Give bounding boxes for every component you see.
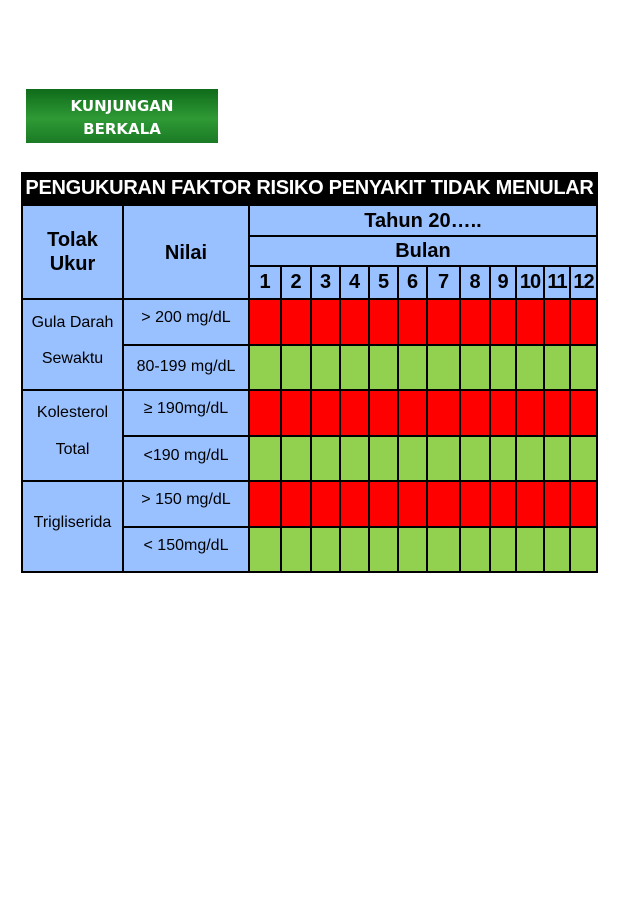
status-cell-r6-m1 — [250, 528, 280, 571]
status-cell-r6-m5 — [370, 528, 397, 571]
status-cell-r1-m8 — [461, 300, 489, 344]
group-gula-darah-line1: Gula Darah — [31, 314, 114, 331]
status-cell-r6-m4 — [341, 528, 368, 571]
status-cell-r5-m4 — [341, 482, 368, 526]
header-nilai — [124, 206, 248, 298]
status-cell-r2-m11 — [545, 346, 569, 389]
status-cell-r2-m8 — [461, 346, 489, 389]
nilai-cell-1 — [124, 300, 248, 344]
status-cell-r2-m10 — [517, 346, 543, 389]
status-cell-r2-m5 — [370, 346, 397, 389]
status-cell-r5-m6 — [399, 482, 426, 526]
nilai-cell-2 — [124, 346, 248, 389]
status-cell-r6-m10 — [517, 528, 543, 571]
status-cell-r5-m2 — [282, 482, 310, 526]
status-cell-r5-m5 — [370, 482, 397, 526]
header-bulan — [250, 237, 596, 265]
badge-line-2: BERKALA — [83, 120, 161, 138]
status-cell-r3-m10 — [517, 391, 543, 435]
status-cell-r6-m2 — [282, 528, 310, 571]
month-header-1: 1 — [250, 267, 280, 298]
status-cell-r4-m7 — [428, 437, 459, 480]
status-cell-r4-m9 — [491, 437, 515, 480]
group-kolesterol-line1: Kolesterol — [36, 404, 109, 421]
status-cell-r3-m12 — [571, 391, 596, 435]
header-tahun-label: Tahun 20….. — [364, 210, 482, 232]
status-cell-r3-m3 — [312, 391, 339, 435]
nilai-text-3: ≥ 190mg/dL — [143, 400, 229, 417]
status-cell-r4-m10 — [517, 437, 543, 480]
nilai-cell-4 — [124, 437, 248, 480]
status-cell-r3-m11 — [545, 391, 569, 435]
month-header-10: 10 — [517, 267, 543, 298]
nilai-text-2: 80-199 mg/dL — [136, 358, 236, 375]
status-cell-r5-m3 — [312, 482, 339, 526]
status-cell-r5-m11 — [545, 482, 569, 526]
status-cell-r2-m3 — [312, 346, 339, 389]
group-gula-darah — [23, 300, 122, 389]
status-cell-r4-m6 — [399, 437, 426, 480]
nilai-text-1: > 200 mg/dL — [141, 309, 231, 326]
group-gula-darah-line2: Sewaktu — [41, 350, 104, 367]
status-cell-r3-m5 — [370, 391, 397, 435]
month-header-2: 2 — [282, 267, 310, 298]
nilai-text-5: > 150 mg/dL — [141, 491, 231, 508]
status-cell-r2-m1 — [250, 346, 280, 389]
status-cell-r6-m6 — [399, 528, 426, 571]
status-cell-r3-m6 — [399, 391, 426, 435]
status-cell-r2-m9 — [491, 346, 515, 389]
month-header-9: 9 — [491, 267, 515, 298]
header-tolak-ukur — [23, 206, 122, 298]
badge-line-1: KUNJUNGAN — [70, 97, 174, 115]
kunjungan-berkala-badge — [26, 89, 218, 143]
status-cell-r3-m8 — [461, 391, 489, 435]
status-cell-r1-m7 — [428, 300, 459, 344]
risk-factor-table — [21, 172, 598, 573]
header-tolak-ukur-line2: Ukur — [49, 253, 96, 275]
status-cell-r5-m8 — [461, 482, 489, 526]
status-cell-r4-m12 — [571, 437, 596, 480]
month-header-3: 3 — [312, 267, 339, 298]
group-kolesterol — [23, 391, 122, 480]
status-cell-r3-m2 — [282, 391, 310, 435]
status-cell-r5-m10 — [517, 482, 543, 526]
status-cell-r1-m3 — [312, 300, 339, 344]
status-cell-r3-m4 — [341, 391, 368, 435]
status-cell-r4-m1 — [250, 437, 280, 480]
status-cell-r2-m7 — [428, 346, 459, 389]
status-cell-r5-m7 — [428, 482, 459, 526]
month-header-12: 12 — [571, 267, 596, 298]
status-cell-r2-m4 — [341, 346, 368, 389]
status-cell-r6-m8 — [461, 528, 489, 571]
month-header-4: 4 — [341, 267, 368, 298]
status-cell-r6-m11 — [545, 528, 569, 571]
header-nilai-label: Nilai — [164, 242, 208, 264]
month-header-5: 5 — [370, 267, 397, 298]
nilai-cell-5 — [124, 482, 248, 526]
status-cell-r2-m6 — [399, 346, 426, 389]
status-cell-r6-m7 — [428, 528, 459, 571]
month-header-6: 6 — [399, 267, 426, 298]
status-cell-r5-m9 — [491, 482, 515, 526]
status-cell-r5-m12 — [571, 482, 596, 526]
status-cell-r1-m6 — [399, 300, 426, 344]
nilai-text-6: < 150mg/dL — [143, 537, 229, 554]
status-cell-r4-m11 — [545, 437, 569, 480]
status-cell-r3-m9 — [491, 391, 515, 435]
nilai-cell-3 — [124, 391, 248, 435]
status-cell-r4-m4 — [341, 437, 368, 480]
status-cell-r1-m10 — [517, 300, 543, 344]
group-trigliserida-line1: Trigliserida — [33, 514, 112, 531]
status-cell-r4-m5 — [370, 437, 397, 480]
status-cell-r6-m12 — [571, 528, 596, 571]
status-cell-r1-m5 — [370, 300, 397, 344]
header-tolak-ukur-line1: Tolak — [47, 229, 98, 251]
status-cell-r2-m2 — [282, 346, 310, 389]
nilai-cell-6 — [124, 528, 248, 571]
status-cell-r1-m1 — [250, 300, 280, 344]
status-cell-r1-m4 — [341, 300, 368, 344]
status-cell-r1-m11 — [545, 300, 569, 344]
header-tahun — [250, 206, 596, 235]
status-cell-r5-m1 — [250, 482, 280, 526]
group-kolesterol-line2: Total — [55, 441, 90, 458]
nilai-text-4: <190 mg/dL — [143, 447, 229, 464]
status-cell-r1-m12 — [571, 300, 596, 344]
month-header-7: 7 — [428, 267, 459, 298]
status-cell-r4-m2 — [282, 437, 310, 480]
month-header-11: 11 — [545, 267, 569, 298]
status-cell-r3-m1 — [250, 391, 280, 435]
status-cell-r6-m9 — [491, 528, 515, 571]
status-cell-r4-m3 — [312, 437, 339, 480]
status-cell-r1-m2 — [282, 300, 310, 344]
status-cell-r1-m9 — [491, 300, 515, 344]
status-cell-r4-m8 — [461, 437, 489, 480]
status-cell-r6-m3 — [312, 528, 339, 571]
status-cell-r3-m7 — [428, 391, 459, 435]
header-bulan-label: Bulan — [395, 240, 451, 262]
status-cell-r2-m12 — [571, 346, 596, 389]
table-title: PENGUKURAN FAKTOR RISIKO PENYAKIT TIDAK MENULAR — [25, 177, 594, 199]
group-trigliserida — [23, 482, 122, 571]
month-header-8: 8 — [461, 267, 489, 298]
